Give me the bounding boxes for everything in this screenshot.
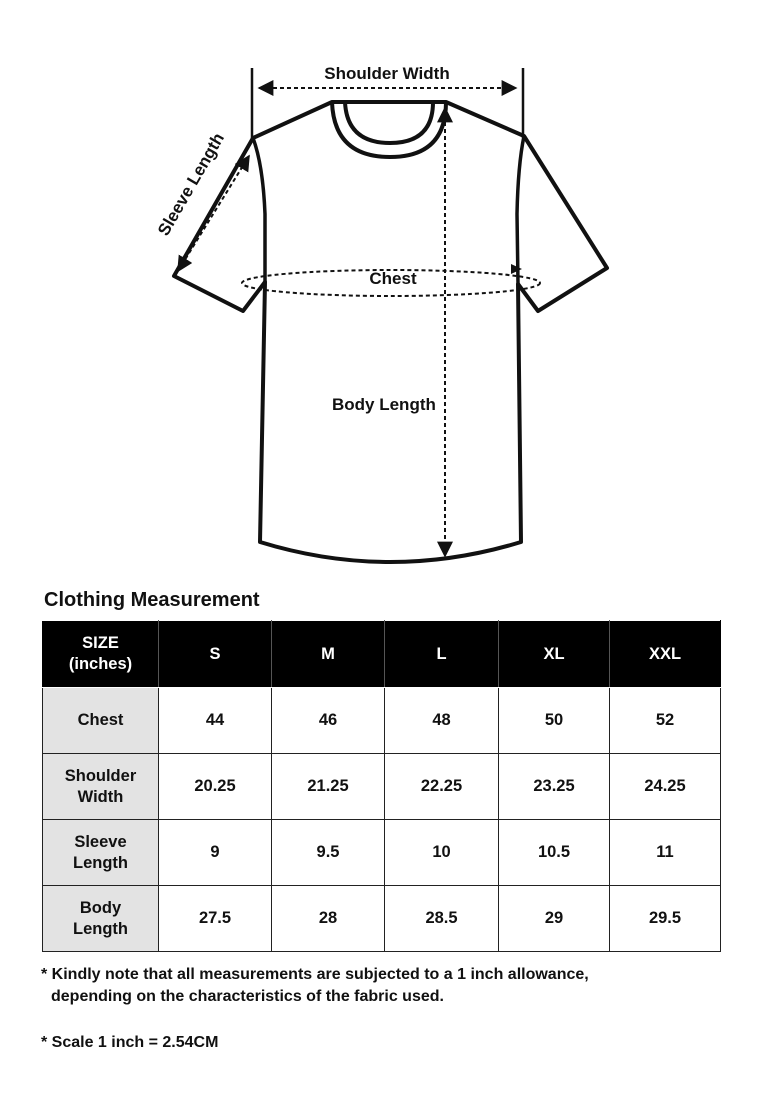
table-cell: 11 — [610, 820, 721, 886]
scale-note: * Scale 1 inch = 2.54CM — [41, 1034, 219, 1051]
sleeve-length-label: Sleeve Length — [154, 129, 229, 239]
table-cell: 9 — [159, 820, 272, 886]
size-header-line2: (inches) — [68, 655, 133, 673]
row-label-line2: Length — [73, 919, 128, 938]
table-row-sleeve-length — [43, 820, 721, 886]
table-cell: 20.25 — [159, 754, 272, 820]
allowance-note-line2: depending on the characteristics of the fabric used. — [51, 988, 444, 1005]
size-header-line1: SIZE — [82, 634, 119, 653]
tshirt-outline — [174, 102, 607, 562]
size-s-header: S — [159, 621, 272, 688]
table-cell: 52 — [610, 688, 721, 754]
row-label — [43, 754, 159, 820]
shoulder-width-label: Shoulder Width — [324, 64, 450, 83]
table-cell: 23.25 — [499, 754, 610, 820]
row-label — [43, 886, 159, 952]
table-cell: 48 — [385, 688, 499, 754]
table-row-chest — [43, 688, 721, 754]
table-cell: 22.25 — [385, 754, 499, 820]
table-cell: 10.5 — [499, 820, 610, 886]
allowance-note — [41, 964, 589, 1008]
allowance-note-line1: * Kindly note that all measurements are subjected to a 1 inch allowance, — [41, 966, 589, 983]
size-m-header: M — [272, 621, 385, 688]
table-cell: 50 — [499, 688, 610, 754]
row-label-line1: Chest — [77, 711, 124, 730]
body-length-label: Body Length — [332, 395, 436, 414]
table-cell: 29.5 — [610, 886, 721, 952]
table-cell: 10 — [385, 820, 499, 886]
table-cell: 46 — [272, 688, 385, 754]
table-cell: 28.5 — [385, 886, 499, 952]
table-cell: 29 — [499, 886, 610, 952]
row-label-line2: Width — [77, 787, 124, 806]
size-header-cell — [43, 621, 159, 688]
table-cell: 9.5 — [272, 820, 385, 886]
row-label — [43, 688, 159, 754]
table-cell: 24.25 — [610, 754, 721, 820]
row-label-line1: Sleeve — [74, 832, 127, 851]
table-row-body-length — [43, 886, 721, 952]
row-label — [43, 820, 159, 886]
header-row — [43, 621, 721, 688]
table-title: Clothing Measurement — [44, 589, 260, 611]
table-cell: 21.25 — [272, 754, 385, 820]
table-row-shoulder-width — [43, 754, 721, 820]
size-l-header: L — [385, 621, 499, 688]
row-label-line1: Body — [79, 898, 122, 917]
row-label-line1: Shoulder — [64, 766, 137, 785]
table-cell: 44 — [159, 688, 272, 754]
table-cell: 27.5 — [159, 886, 272, 952]
collar — [332, 102, 446, 157]
size-xxl-header: XXL — [610, 621, 721, 688]
size-chart-table — [42, 620, 721, 952]
row-label-line2: Length — [73, 853, 128, 872]
size-xl-header: XL — [499, 621, 610, 688]
table-cell: 28 — [272, 886, 385, 952]
chest-label: Chest — [369, 269, 417, 288]
